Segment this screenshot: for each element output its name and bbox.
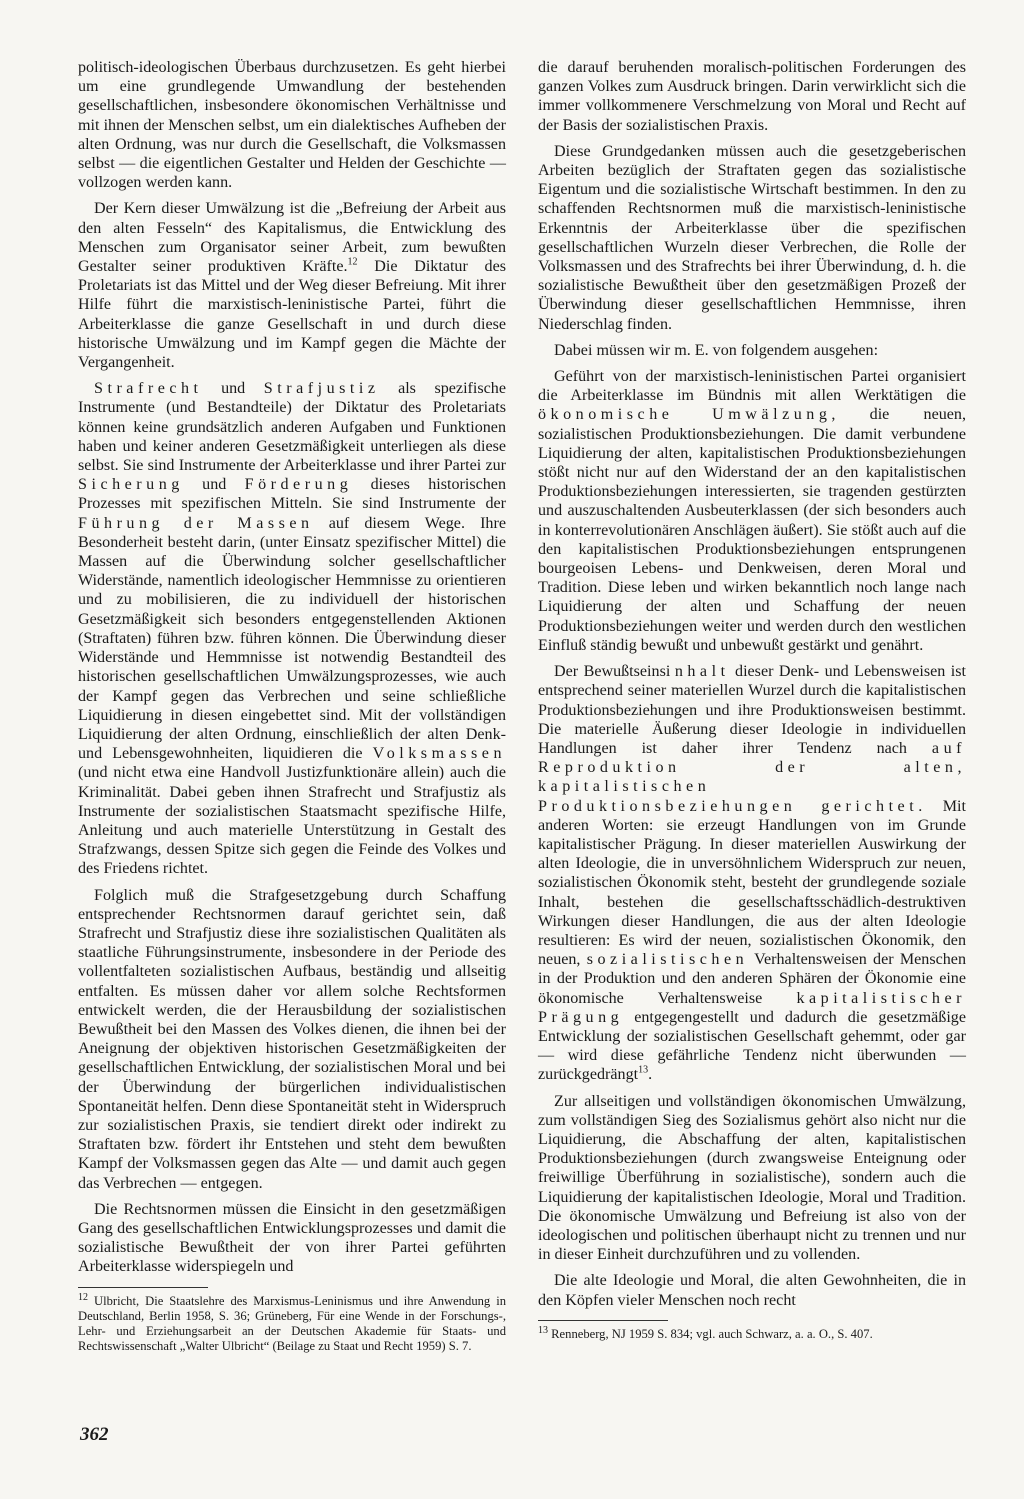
footnote-ref: 12 (347, 256, 358, 268)
paragraph: Der Kern dieser Umwälzung ist die „Befreiung der Arbeit aus den alten Fesseln“ des Kapitalismus, die Entwicklung des Menschen zum Organisator seiner Arbeit, zum bewußten Gestalter seiner produktiven Kräfte.$^{12}$ Die Diktatur des Proletariats ist das Mittel und der Weg dieser Befreiung. Mit ihrer Hilfe führt die marxistisch-leninistische Partei, führt die Arbeiterklasse die ganze Gesellschaft in und durch diese historische Umwälzung und im Kampf gegen die Mächte der Vergangenheit. (78, 200, 507, 372)
paragraph: Zur allseitigen und vollständigen ökonomischen Umwälzung, zum vollständigen Sieg des Sozialismus gehört also nicht nur die Liquidierung, die Abschaffung der alten, kapitalistischen Produktionsbeziehungen (durch zwangsweise Enteignung oder freiwillige Überführung in sozialistische), sondern auch die Liquidierung der kapitalistischen Ideologie, Moral und Tradition. Die ökonomische Umwälzung und Befreiung ist also von der ideologischen und politischen überhaupt nicht zu trennen und nur in dieser Einheit durchzuführen und zu vollenden. (538, 1092, 966, 1264)
page-number: 362 (80, 1424, 109, 1445)
footnote-rule (78, 1287, 208, 1288)
paragraph: Der Bewußtseinsinhalt dieser Denk- und Lebensweisen ist entsprechend seiner materiellen Wurzel durch die kapitalistischen Produktionsbeziehungen und ihre Produktionsweisen bestimmt. Die materielle Äußerung dieser Ideologie in individuellen Handlungen ist daher ihrer Tendenz nach auf Reproduktion der alten, kapitalistischen Produktionsbeziehungen gerichtet. Mit anderen Worten: sie erzeugt Handlungen von im Grunde kapitalistischer Prägung. In dieser materiellen Auswirkung der alten Ideologie, die in unversöhnlichem Widerspruch zur neuen, sozialistischen Ökonomik steht, besteht der grundlegende soziale Inhalt, bestehen die gesellschaftsschädlich-destruktiven Wirkungen dieser Handlungen, die aus der alten Ideologie resultieren: Es wird der neuen, sozialistischen Ökonomik, den neuen, sozialistischen Verhaltensweisen der Menschen in der Produktion und den anderen Sphären der Ökonomie eine ökonomische Verhaltensweise kapitalistischer Prägung entgegengestellt und dadurch die gesetzmäßige Entwicklung der sozialistischen Gesellschaft gehemmt, oder gar — wird diese gefährliche Tendenz nicht überwunden — zurückgedrängt$^{13}$. (538, 663, 967, 1084)
paragraph: die darauf beruhenden moralisch-politischen Forderungen des ganzen Volkes zum Ausdruck bringen. Darin verwirklicht sich die immer vollkommenere Verschmelzung von Moral und Recht auf der Basis der sozialistischen Praxis. (538, 59, 966, 134)
footnote-12: $^{12}$ Ulbricht, Die Staatslehre des Marxismus-Leninismus und ihre Anwendung in Deutschland, Berlin 1958, S. 36; Grüneberg, Für eine Wende in der Forschungs-, Lehr- und Erziehungsarbeit an der Deutschen Akademie für Staats- und Rechtswissenschaft „Walter Ulbricht“ (Beilage zu Staat und Recht 1959) S. 7. (78, 1291, 507, 1353)
right-column (538, 58, 966, 1349)
paragraph: Die Rechtsnormen müssen die Einsicht in den gesetzmäßigen Gang des gesellschaftlichen Entwicklungsprozesses und damit die sozialistische Bewußtheit der von ihrer Partei geführten Arbeiterklasse widerspiegeln und (78, 1200, 506, 1276)
paragraph: Diese Grundgedanken müssen auch die gesetzgeberischen Arbeiten bezüglich der Straftaten gegen das sozialistische Eigentum und die sozialistische Wirtschaft bestimmen. In den zu schaffenden Rechtsnormen muß die marxistisch-leninistische Erkenntnis der Arbeiterklasse über die spezifischen gesellschaftlichen Wurzeln dieser Verbrechen, die Rolle der Volksmassen und des Strafrechts bei ihrer Überwindung, d. h. die sozialistische Bewußtheit über den gesetzmäßigen Prozeß der Überwindung dieser gesellschaftlichen Hemmnisse, ihren Niederschlag finden. (538, 142, 966, 333)
footnote-rule (538, 1320, 668, 1321)
paragraph: Dabei müssen wir m. E. von folgendem ausgehen: (554, 341, 879, 359)
paragraph: Strafrecht und Strafjustiz als spezifische Instrumente (und Bestandteile) der Diktatur des Proletariats können keine grundsätzlich anderen Aufgaben und Funktionen haben und keiner anderen Gesetzmäßigkeit unterliegen als diese selbst. Sie sind Instrumente der Arbeiterklasse und ihrer Partei zur Sicherung und Förderung dieses historischen Prozesses mit spezifischen Mitteln. Sie sind Instrumente der Führung der Massen auf diesem Wege. Ihre Besonderheit besteht darin, (unter Einsatz spezifischer Mittel) die Massen auf die Überwindung solcher gesellschaftlicher Widerstände, namentlich ideologischer Hemmnisse zu orientieren und zu mobilisieren, die zu individuell der historischen Gesetzmäßigkeit sich besonders entgegenstellenden Aktionen (Straftaten) führen bzw. führen können. Die Überwindung dieser Widerstände und Hemmnisse ist notwendig Bestandteil des historischen gesellschaftlichen Umwälzungsprozesses, wie auch der Kampf gegen das Verbrechen und seine schließliche Liquidierung in diesen eingebettet sind. Mit der vollständigen Liquidierung der alten Ordnung, einschließlich der alten Denk- und Lebensgewohnheiten, liquidieren die Volksmassen (und nicht etwa eine Handvoll Justizfunktionäre allein) auch die Kriminalität. Dabei geben ihnen Strafrecht und Strafjustiz als Instrumente der sozialistischen Staatsmacht spezifische Hilfe, Anleitung und auch materielle Unterstützung in Gestalt des Strafzwangs, dessen Spitze sich gegen die Feinde des Volkes und des Friedens richtet. (78, 380, 506, 878)
paragraph: Folglich muß die Strafgesetzgebung durch Schaffung entsprechender Rechtsnormen darauf gerichtet sein, daß Strafrecht und Strafjustiz diese ihre sozialistischen Qualitäten als staatliche Führungsinstrumente, insbesondere in der Periode des vollentfalteten sozialistischen Aufbaus, beständig und allseitig entfalten. Es müssen daher vor allem solche Rechtsformen entwickelt werden, die der Herausbildung der sozialistischen Bewußtheit bei den Massen des Volkes dienen, die ihnen bei der Aneignung der objektiven historischen Gesetzmäßigkeiten der gesellschaftlichen Entwicklung, der sozialistischen Moral und bei der Überwindung der bürgerlichen individualistischen Spontaneität helfen. Denn diese Spontaneität steht in Widerspruch zur sozialistischen Praxis, sie tendiert direkt oder indirekt zu Straftaten bzw. fördert ihr Entstehen und steht dem bewußten Kampf der Volksmassen gegen das Alte — und damit auch gegen das Verbrechen — entgegen. (78, 886, 506, 1192)
paragraph: Die alte Ideologie und Moral, die alten Gewohnheiten, die in den Köpfen vieler Menschen noch recht (538, 1272, 966, 1309)
paragraph: politisch-ideologischen Überbaus durchzusetzen. Es geht hierbei um eine grundlegende Umwandlung der bestehenden gesellschaftlichen, insbesondere ökonomischen Verhältnisse und mit ihnen der Menschen selbst, um ein dialektisches Aufheben der alten Ordnung, was nur durch die Gesellschaft, die Volksmassen selbst — die eigentlichen Gestalter und Helden der Geschichte — vollzogen werden kann. (78, 59, 506, 192)
footnote-ref: 13 (638, 1065, 649, 1076)
paragraph: Geführt von der marxistisch-leninistischen Partei organisiert die Arbeiterklasse im Bündnis mit allen Werktätigen die ökonomische Umwälzung, die neuen, sozialistischen Produktionsbeziehungen. Die damit verbundene Liquidierung der alten, kapitalistischen Produktionsbeziehungen stößt nicht nur auf den Widerstand der an den kapitalistischen Produktionsbeziehungen interessierten, sie tragenden gestürzten und auszuschaltenden Ausbeuterklassen (der sich besonders auch in konterrevolutionären Anschlägen äußert). Sie stößt auch auf die den kapitalistischen Produktionsbeziehungen entsprungenen bourgeoisen Lebens- und Denkweisen, deren Moral und Tradition. Diese leben und wirken bekanntlich noch lange nach Liquidierung der alten und Schaffung der neuen Produktionsbeziehungen weiter und werden durch den westlichen Einfluß ständig bewußt und unbewußt gestärkt und genährt. (538, 368, 966, 654)
left-column (78, 58, 506, 1361)
footnote-13: $^{13}$ Renneberg, NJ 1959 S. 834; vgl. auch Schwarz, a. a. O., S. 407. (538, 1324, 873, 1341)
